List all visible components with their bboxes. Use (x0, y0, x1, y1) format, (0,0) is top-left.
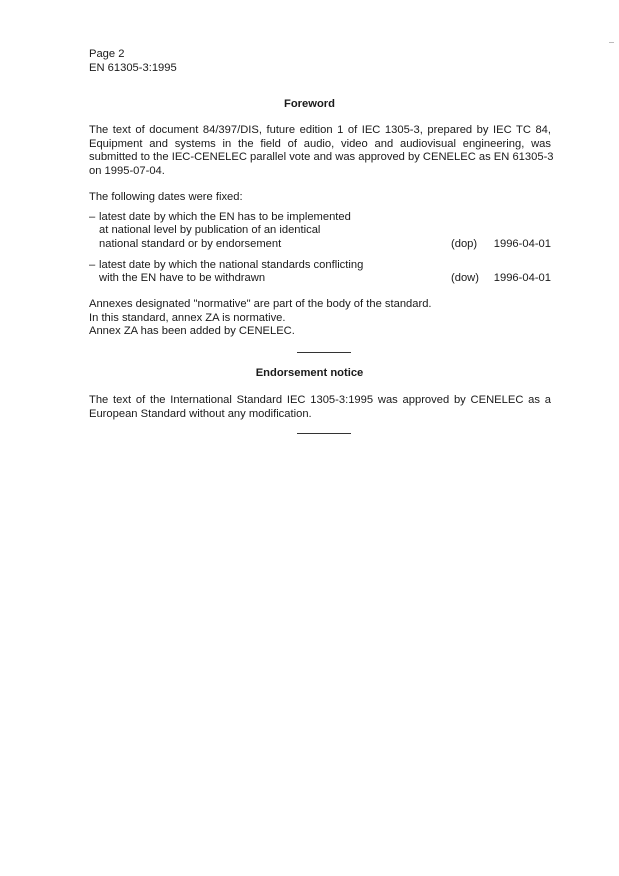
annex-notes: Annexes designated "normative" are part of the body of the standard. In this standard, annex ZA is normative. Annex ZA has been added by CENELEC. (89, 298, 432, 338)
endorsement-title: Endorsement notice (255, 367, 364, 379)
date-value: 1996-04-01 (493, 272, 551, 285)
paragraph-line: The text of document 84/397/DIS, future edition 1 of IEC 1305-3, prepared by IEC TC 84, (89, 124, 551, 136)
date-code: (dop) (451, 237, 478, 250)
endorsement-paragraph: The text of the International Standard IEC 1305-3:1995 was approved by CENELEC as a European Standard without any modification. (89, 394, 551, 420)
section-divider (297, 352, 351, 353)
foreword-title: Foreword (284, 98, 335, 110)
scan-artifact (609, 42, 614, 43)
date-value: 1996-04-01 (493, 237, 551, 250)
document-id: EN 61305-3:1995 (89, 62, 177, 74)
list-dash: – (89, 259, 96, 271)
date-item-dow (89, 259, 551, 287)
date-item-text: latest date by which the national standards conflicting with the EN have to be withdrawn (99, 259, 364, 285)
date-item-text: latest date by which the EN has to be implemented at national level by publication of an identical national standard or by endorsement (99, 211, 351, 250)
section-divider (297, 433, 351, 434)
paragraph-line: Equipment and systems in the field of audio, video and audiovisual engineering, was (89, 137, 551, 150)
list-dash: – (89, 211, 96, 223)
date-code: (dow) (451, 272, 479, 285)
date-item-dop (89, 211, 551, 253)
paragraph-line: on 1995-07-04. (89, 164, 165, 177)
page-number: Page 2 (89, 48, 125, 60)
dates-intro: The following dates were fixed: (89, 191, 243, 203)
paragraph-line: submitted to the IEC-CENELEC parallel vote and was approved by CENELEC as EN 61305-3 (89, 151, 554, 164)
foreword-paragraph (89, 124, 554, 178)
